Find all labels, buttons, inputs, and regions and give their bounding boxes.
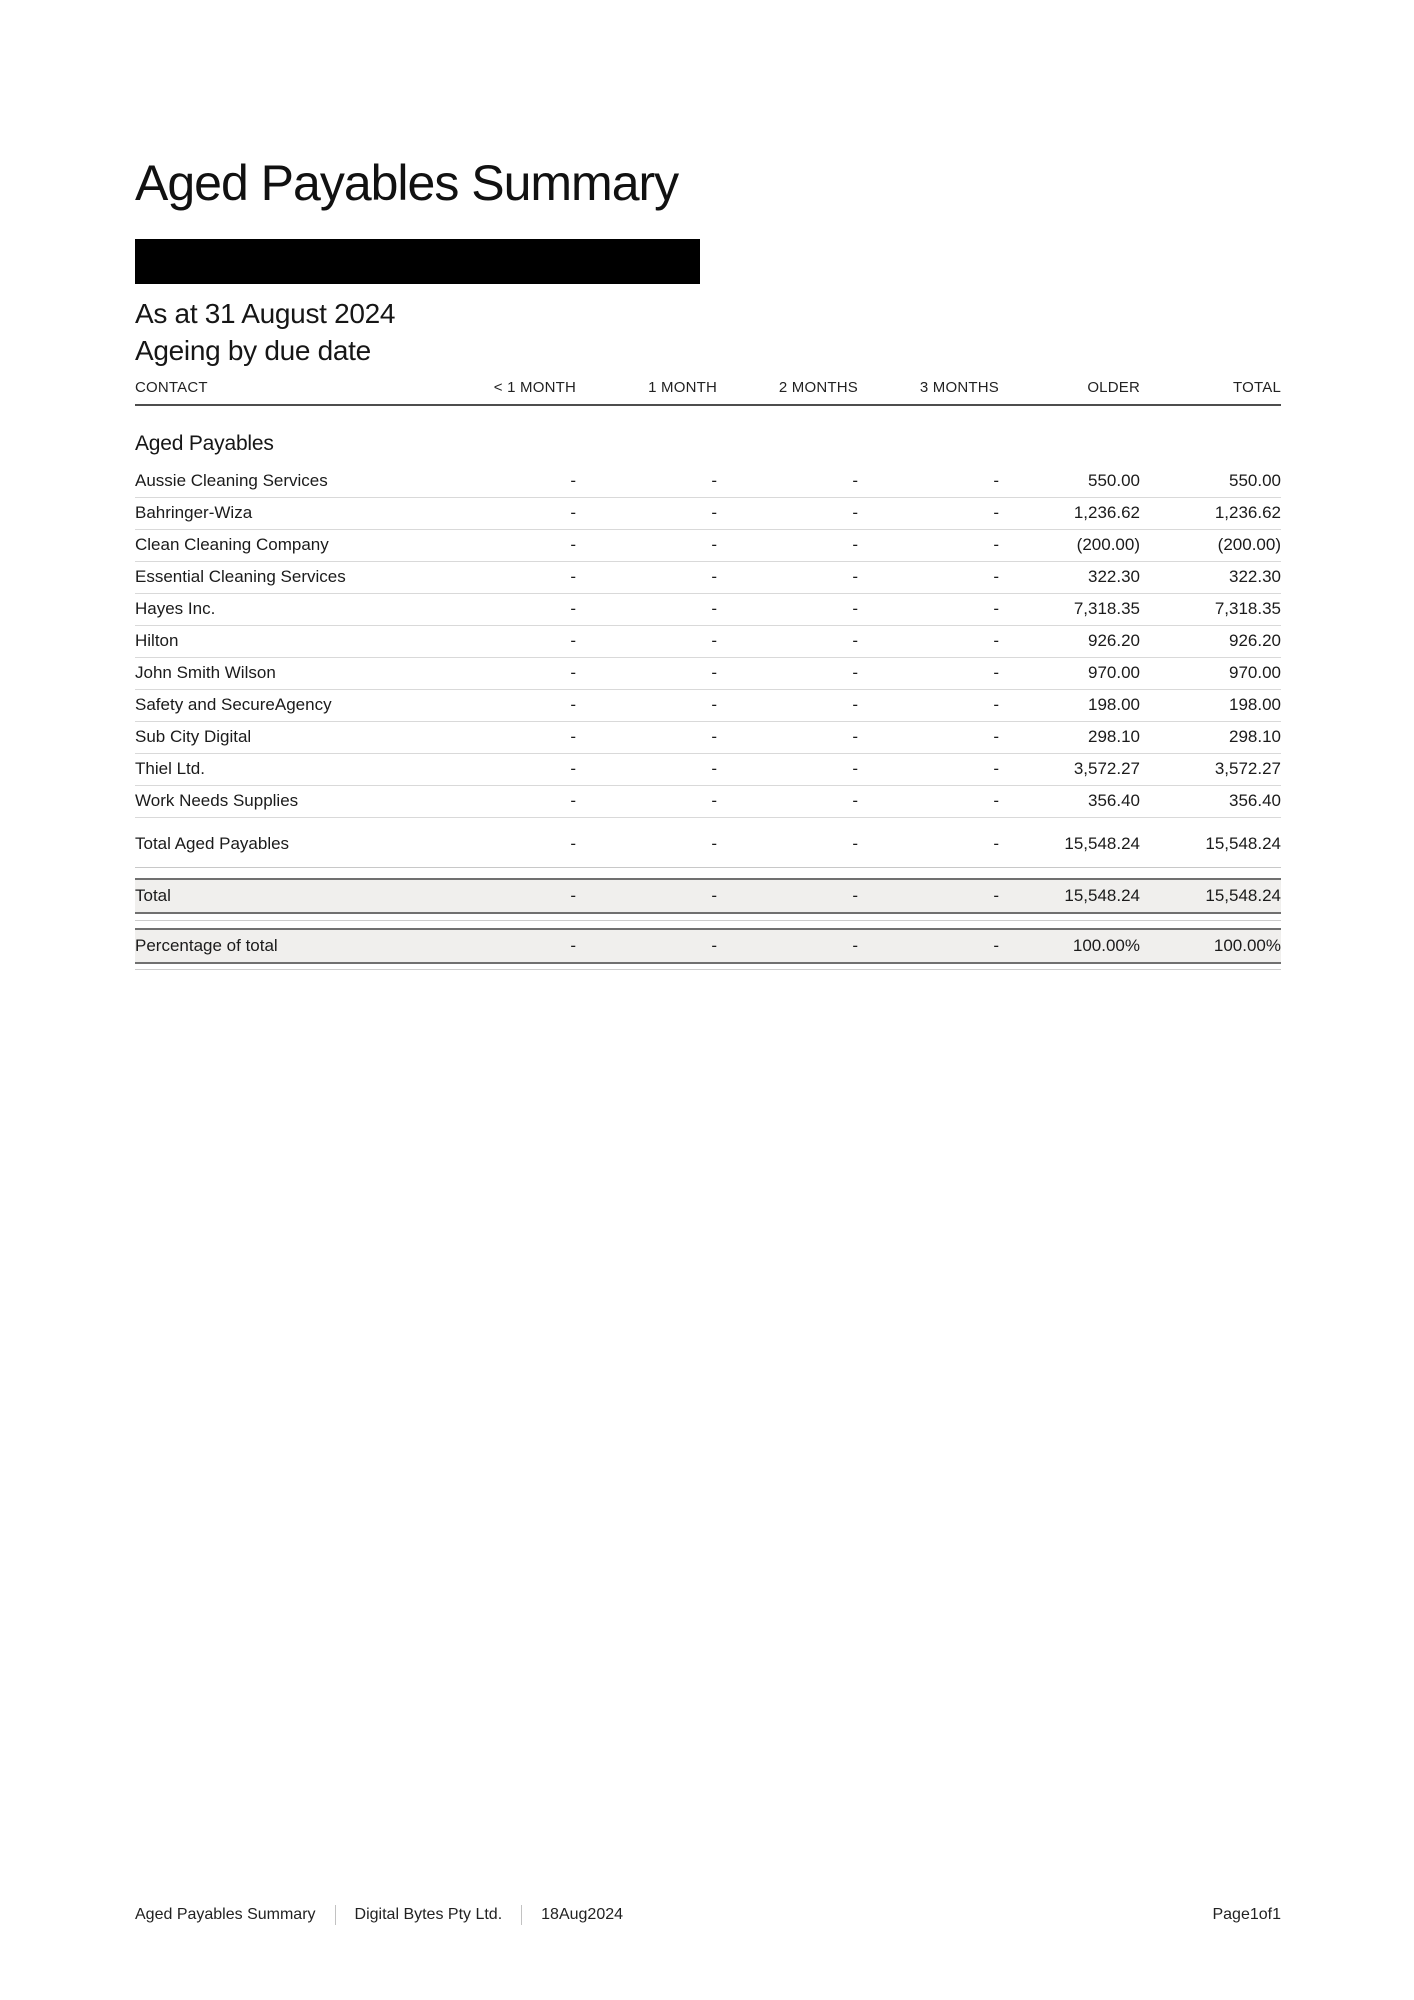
column-header-lt-1-month: < 1 MONTH <box>435 379 576 405</box>
cell-value: 322.30 <box>999 562 1140 594</box>
row-label: Hayes Inc. <box>135 594 435 626</box>
cell-value: - <box>858 786 999 818</box>
cell-value: - <box>717 498 858 530</box>
thin-rule <box>135 913 1281 921</box>
cell-value: 3,572.27 <box>999 754 1140 786</box>
cell-value: - <box>858 818 999 868</box>
cell-value: - <box>576 879 717 913</box>
cell-value: - <box>435 786 576 818</box>
cell-value: - <box>858 879 999 913</box>
table-header-row <box>135 379 1281 405</box>
cell-value: - <box>858 929 999 963</box>
cell-value: - <box>435 722 576 754</box>
row-label: Percentage of total <box>135 929 435 963</box>
column-header-contact: CONTACT <box>135 379 435 405</box>
cell-value: - <box>576 818 717 868</box>
row-label: Work Needs Supplies <box>135 786 435 818</box>
page-title: Aged Payables Summary <box>135 155 679 211</box>
cell-value: - <box>717 530 858 562</box>
row-label: Essential Cleaning Services <box>135 562 435 594</box>
cell-value: - <box>576 722 717 754</box>
section-header-row <box>135 405 1281 466</box>
column-header-3-months: 3 MONTHS <box>858 379 999 405</box>
cell-value: - <box>435 498 576 530</box>
cell-value: - <box>576 690 717 722</box>
cell-value: 15,548.24 <box>999 818 1140 868</box>
footer-divider <box>521 1905 522 1925</box>
cell-value: 100.00% <box>1140 929 1281 963</box>
as-at-date: As at 31 August 2024 <box>135 298 396 329</box>
percentage-row <box>135 929 1281 963</box>
section-total-row <box>135 818 1281 868</box>
cell-value: 7,318.35 <box>1140 594 1281 626</box>
cell-value: - <box>435 818 576 868</box>
row-label: Bahringer-Wiza <box>135 498 435 530</box>
row-label: Hilton <box>135 626 435 658</box>
cell-value: 100.00% <box>999 929 1140 963</box>
ageing-subtitle: Ageing by due date <box>135 334 371 366</box>
cell-value: 3,572.27 <box>1140 754 1281 786</box>
table-row <box>135 786 1281 818</box>
cell-value: - <box>717 879 858 913</box>
row-label: Total <box>135 879 435 913</box>
footer-page-number: Page1of1 <box>1212 1906 1281 1923</box>
page-footer <box>135 1905 1281 1925</box>
cell-value: 15,548.24 <box>999 879 1140 913</box>
table-row <box>135 594 1281 626</box>
cell-value: - <box>576 466 717 498</box>
cell-value: - <box>717 626 858 658</box>
thin-rule <box>135 963 1281 970</box>
footer-divider <box>335 1905 336 1925</box>
cell-value: - <box>435 658 576 690</box>
redacted-company-name <box>135 239 700 284</box>
cell-value: - <box>717 658 858 690</box>
cell-value: - <box>435 690 576 722</box>
cell-value: - <box>717 466 858 498</box>
footer-date: 18Aug2024 <box>541 1906 624 1923</box>
row-label: Clean Cleaning Company <box>135 530 435 562</box>
cell-value: - <box>576 530 717 562</box>
cell-value: 7,318.35 <box>999 594 1140 626</box>
cell-value: - <box>717 594 858 626</box>
row-label: Safety and SecureAgency <box>135 690 435 722</box>
cell-value: - <box>435 594 576 626</box>
cell-value: - <box>858 498 999 530</box>
cell-value: - <box>576 786 717 818</box>
cell-value: 15,548.24 <box>1140 879 1281 913</box>
cell-value: 356.40 <box>999 786 1140 818</box>
footer-report-name: Aged Payables Summary <box>135 1906 316 1923</box>
cell-value: 926.20 <box>999 626 1140 658</box>
cell-value: - <box>858 530 999 562</box>
cell-value: - <box>435 466 576 498</box>
row-spacer <box>135 868 1281 880</box>
cell-value: - <box>435 626 576 658</box>
cell-value: 970.00 <box>999 658 1140 690</box>
row-label: Total Aged Payables <box>135 818 435 868</box>
cell-value: - <box>858 562 999 594</box>
cell-value: - <box>858 626 999 658</box>
grand-total-row <box>135 879 1281 913</box>
row-label: Thiel Ltd. <box>135 754 435 786</box>
table-row <box>135 530 1281 562</box>
cell-value: (200.00) <box>1140 530 1281 562</box>
cell-value: - <box>717 562 858 594</box>
cell-value: - <box>717 690 858 722</box>
cell-value: - <box>435 879 576 913</box>
cell-value: - <box>858 754 999 786</box>
table-row <box>135 562 1281 594</box>
cell-value: - <box>435 530 576 562</box>
cell-value: 356.40 <box>1140 786 1281 818</box>
cell-value: 1,236.62 <box>999 498 1140 530</box>
cell-value: - <box>576 498 717 530</box>
cell-value: 15,548.24 <box>1140 818 1281 868</box>
row-label: Aussie Cleaning Services <box>135 466 435 498</box>
table-row <box>135 690 1281 722</box>
column-header-1-month: 1 MONTH <box>576 379 717 405</box>
footer-company-name: Digital Bytes Pty Ltd. <box>354 1906 503 1923</box>
cell-value: 198.00 <box>999 690 1140 722</box>
table-row <box>135 498 1281 530</box>
cell-value: - <box>858 594 999 626</box>
cell-value: - <box>717 929 858 963</box>
column-header-2-months: 2 MONTHS <box>717 379 858 405</box>
cell-value: - <box>858 466 999 498</box>
row-spacer <box>135 921 1281 930</box>
cell-value: 198.00 <box>1140 690 1281 722</box>
table-row <box>135 626 1281 658</box>
cell-value: - <box>576 562 717 594</box>
payables-table-body <box>135 405 1281 970</box>
table-row <box>135 466 1281 498</box>
cell-value: - <box>858 658 999 690</box>
section-title: Aged Payables <box>135 432 274 456</box>
cell-value: 322.30 <box>1140 562 1281 594</box>
cell-value: - <box>858 722 999 754</box>
row-label: Sub City Digital <box>135 722 435 754</box>
cell-value: - <box>435 754 576 786</box>
table-row <box>135 754 1281 786</box>
column-header-total: TOTAL <box>1140 379 1281 405</box>
cell-value: - <box>576 594 717 626</box>
cell-value: - <box>717 818 858 868</box>
cell-value: - <box>576 929 717 963</box>
cell-value: - <box>717 754 858 786</box>
cell-value: 298.10 <box>999 722 1140 754</box>
column-header-older: OLDER <box>999 379 1140 405</box>
cell-value: - <box>435 562 576 594</box>
table-row <box>135 658 1281 690</box>
cell-value: - <box>576 754 717 786</box>
cell-value: - <box>435 929 576 963</box>
cell-value: 550.00 <box>1140 466 1281 498</box>
cell-value: 926.20 <box>1140 626 1281 658</box>
cell-value: 970.00 <box>1140 658 1281 690</box>
cell-value: - <box>576 658 717 690</box>
cell-value: 550.00 <box>999 466 1140 498</box>
cell-value: - <box>858 690 999 722</box>
cell-value: - <box>717 722 858 754</box>
cell-value: - <box>717 786 858 818</box>
report-content <box>135 0 1281 970</box>
aged-payables-table <box>135 379 1281 970</box>
cell-value: 298.10 <box>1140 722 1281 754</box>
cell-value: 1,236.62 <box>1140 498 1281 530</box>
row-label: John Smith Wilson <box>135 658 435 690</box>
cell-value: - <box>576 626 717 658</box>
table-row <box>135 722 1281 754</box>
cell-value: (200.00) <box>999 530 1140 562</box>
